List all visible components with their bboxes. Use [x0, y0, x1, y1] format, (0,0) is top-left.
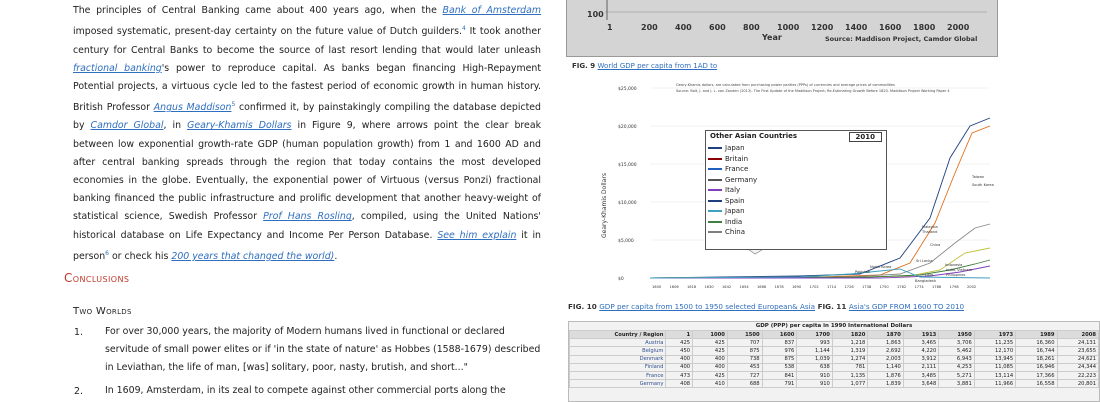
table-value-cell: 3,485 [903, 371, 938, 379]
table-value-cell: 1,144 [797, 347, 832, 355]
table-column-header[interactable]: 1000 [693, 331, 728, 339]
table-row [570, 339, 1099, 347]
chart-x-tick: 1726 [844, 285, 854, 289]
chart-x-tick: 1774 [914, 285, 924, 289]
chart-x-tick: 1690 [792, 285, 802, 289]
table-value-cell: 23,655 [1057, 347, 1098, 355]
chart-country-label: Pakistan [855, 270, 871, 274]
chart-x-tick: 1786 [932, 285, 942, 289]
paragraph-text: confirmed it, by painstakingly compiling the database depicted by [73, 102, 541, 132]
table-value-cell: 17,366 [1016, 371, 1057, 379]
list-item [105, 323, 541, 377]
table-value-cell: 841 [762, 371, 797, 379]
table-value-cell: 410 [693, 380, 728, 388]
chart-y-tick: $25,000 [618, 87, 637, 92]
table-value-cell: 538 [762, 363, 797, 371]
chart-ylabel: Geary-Khamis Dollars [601, 173, 608, 238]
table-value-cell: 1,319 [832, 347, 867, 355]
paragraph-text: it in person [73, 229, 541, 263]
chart-subtitle: Source: Bolt, J. and J. L. van Zanden (2013). The First Update of the Maddison Project; Re-Estimating Growth Before 1820. Maddison Project Working Paper 4 [676, 89, 950, 93]
table-value-cell: 791 [762, 380, 797, 388]
chart-country-label: China [930, 243, 941, 247]
legend-swatch [708, 189, 722, 191]
chart-y-tick: $0 [618, 277, 624, 282]
table-column-header[interactable]: 1820 [832, 331, 867, 339]
table-value-cell: 738 [727, 355, 762, 363]
table-column-header[interactable]: 1 [666, 331, 693, 339]
chart-x-tick: 1618 [687, 285, 697, 289]
document-right-column [560, 0, 1100, 400]
table-column-header[interactable]: 1500 [727, 331, 762, 339]
inline-link[interactable]: Prof Hans Rosling [263, 211, 352, 223]
table-value-cell: 993 [797, 339, 832, 347]
fig10-link[interactable]: GDP per capita from 1500 to 1950 selected European& Asia [599, 302, 816, 311]
table-column-header[interactable]: Country / Region [570, 331, 666, 339]
chart-country-label: Laos [925, 273, 934, 277]
paragraph-text: It took another century for Central Banks to become the source of last resort lending that would later unleash [73, 26, 541, 56]
chart-country-label: North Korea [870, 265, 892, 269]
table-column-header[interactable]: 1870 [868, 331, 903, 339]
legend-entry [706, 185, 886, 196]
table-country-cell: France [570, 371, 666, 379]
legend-label: Japan [725, 144, 745, 153]
table-value-cell: 408 [666, 380, 693, 388]
legend-swatch [708, 168, 722, 170]
table-value-cell: 4,253 [939, 363, 974, 371]
table-value-cell: 3,881 [939, 380, 974, 388]
table-country-cell: Belgium [570, 347, 666, 355]
table-column-header[interactable]: 2008 [1057, 331, 1098, 339]
table-value-cell: 24,131 [1057, 339, 1098, 347]
fig11-link[interactable]: Asia's GDP FROM 1600 TO 2010 [848, 302, 965, 311]
table-value-cell: 2,692 [868, 347, 903, 355]
footnote-ref[interactable]: 5 [231, 101, 236, 109]
chart-x-tick: 1714 [827, 285, 837, 289]
table-value-cell: 1,077 [832, 380, 867, 388]
chart-country-label: Malaysia [922, 225, 938, 229]
inline-link[interactable]: Modern humans [286, 326, 363, 337]
table-value-cell: 781 [832, 363, 867, 371]
paragraph-text: lived in functional or declared servitude of small power elites or if 'in the state of nature' as Hobbes (1588-1679) described in [105, 326, 541, 373]
paragraph-text: , compiled, using the United Nations' historical database on Life Expectancy and Income Per Person Database. [73, 211, 541, 241]
chart-y-tick: $5,000 [618, 239, 634, 244]
table-value-cell: 453 [727, 363, 762, 371]
table-country-cell: Denmark [570, 355, 666, 363]
table-value-cell: 400 [666, 363, 693, 371]
legend-swatch [708, 231, 722, 233]
chart-x-tick: 2002 [967, 285, 977, 289]
table-value-cell: 1,274 [832, 355, 867, 363]
legend-title: Other Asian Countries [710, 132, 798, 140]
inline-link[interactable]: Bank of Amsterdam [442, 5, 542, 16]
chart-x-tick: 1738 [862, 285, 872, 289]
legend-label: Italy [725, 186, 741, 195]
inline-link[interactable]: Angus Maddison [153, 102, 232, 114]
top-chart-x-tick: 600 [709, 23, 726, 32]
table-country-cell: Germany [570, 380, 666, 388]
chart-country-label: Indonesia [945, 263, 963, 267]
chart-x-tick: 1702 [809, 285, 819, 289]
fig9-prefix: FIG. 9 [572, 62, 598, 70]
paragraph-text: . [334, 251, 338, 263]
chart-country-label: Sri Lanka [916, 259, 933, 263]
top-chart-x-tick: 1 [607, 23, 613, 32]
chart-x-tick: 1600 [652, 285, 662, 289]
table-value-cell: 13,945 [974, 355, 1015, 363]
table-value-cell: 6,943 [939, 355, 974, 363]
chart-x-tick: 1630 [704, 285, 714, 289]
table-row [570, 355, 1099, 363]
table-value-cell: 400 [666, 355, 693, 363]
inline-link[interactable]: majority [232, 326, 272, 337]
table-value-cell: 11,966 [974, 380, 1015, 388]
chart-y-tick: $20,000 [618, 125, 637, 130]
table-header-row [570, 331, 1099, 339]
legend-label: Japan [725, 207, 745, 216]
top-chart-x-tick: 1600 [879, 23, 902, 32]
legend-label: Germany [725, 175, 758, 184]
table-value-cell: 400 [693, 363, 728, 371]
table-value-cell: 425 [693, 347, 728, 355]
legend-entry [706, 227, 886, 238]
table-row [570, 347, 1099, 355]
table-value-cell: 13,114 [974, 371, 1015, 379]
chart-y-tick: $10,000 [618, 201, 637, 206]
legend-entry [706, 143, 886, 154]
table-value-cell: 20,801 [1057, 380, 1098, 388]
table-value-cell: 837 [762, 339, 797, 347]
legend-entry [706, 154, 886, 165]
top-chart-xlabel: Year [762, 33, 782, 42]
table-value-cell: 688 [727, 380, 762, 388]
table-row [570, 380, 1099, 388]
top-growth-chart [566, 0, 998, 57]
chart-y-tick: $15,000 [618, 163, 637, 168]
footnote-ref[interactable]: 6 [105, 249, 109, 257]
top-chart-x-tick: 1400 [845, 23, 868, 32]
table-value-cell: 707 [727, 339, 762, 347]
legend-swatch [708, 158, 722, 160]
footnote-ref[interactable]: 4 [462, 25, 466, 33]
table-value-cell: 1,039 [797, 355, 832, 363]
fig10-prefix: FIG. 10 [568, 302, 600, 311]
gdp-table-title: GDP (PPP) per capita in 1990 International Dollars [755, 323, 913, 329]
body-paragraph [73, 2, 541, 266]
table-value-cell: 4,220 [903, 347, 938, 355]
legend-year: 2010 [849, 132, 882, 142]
chart-country-label: Taiwan [972, 175, 985, 179]
table-row [570, 363, 1099, 371]
table-value-cell: 425 [693, 371, 728, 379]
table-value-cell: 1,863 [868, 339, 903, 347]
paragraph-text: In 1609, Amsterdam, in its zeal to compete against other commercial ports along the [105, 385, 506, 396]
inline-link[interactable]: Geary-Khamis Dollars [187, 120, 292, 132]
table-column-header[interactable]: 1973 [974, 331, 1015, 339]
table-value-cell: 425 [666, 339, 693, 347]
chart-x-ticks [652, 285, 976, 289]
table-value-cell: 1,839 [868, 380, 903, 388]
table-value-cell: 22,223 [1057, 371, 1098, 379]
table-column-header[interactable]: 1600 [762, 331, 797, 339]
chart-x-tick: 1798 [949, 285, 959, 289]
paragraph-text: The principles of Central Banking came about 400 years ago, when the [73, 5, 443, 16]
chart-country-label: Philippines [946, 273, 966, 277]
chart-x-tick: 1678 [774, 285, 784, 289]
chart-title: Geary-Khamis dollars, are calculated from purchasing power parities (PPPs) of currencies and average prices of commodities [676, 83, 895, 87]
table-value-cell: 400 [693, 355, 728, 363]
top-chart-x-ticks [607, 23, 970, 32]
list-item-number: 1. [74, 327, 83, 338]
top-chart-x-tick: 800 [743, 23, 760, 32]
table-column-header[interactable]: 1989 [1016, 331, 1057, 339]
table-column-header[interactable]: 1913 [903, 331, 938, 339]
top-chart-svg [567, 0, 997, 56]
paragraph-text: imposed systematic, present-day certainty on the future value of Dutch guilders. [73, 26, 463, 38]
table-value-cell: 16,360 [1016, 339, 1057, 347]
fig9-link[interactable]: World GDP per capita from 1AD to [597, 62, 718, 70]
chart-country-label: India, Vietnam [946, 268, 973, 272]
chart-x-tick: 1666 [757, 285, 767, 289]
table-value-cell: 2,003 [868, 355, 903, 363]
fig10-11-caption [568, 302, 964, 311]
table-value-cell: 727 [727, 371, 762, 379]
table-value-cell: 5,462 [939, 347, 974, 355]
table-value-cell: 875 [762, 355, 797, 363]
top-chart-x-tick: 400 [675, 23, 692, 32]
legend-entry [706, 164, 886, 175]
table-value-cell: 910 [797, 380, 832, 388]
legend-swatch [708, 221, 722, 223]
table-value-cell: 16,946 [1016, 363, 1057, 371]
table-value-cell: 1,135 [832, 371, 867, 379]
chart-legend [705, 130, 887, 250]
top-chart-x-tick: 1800 [913, 23, 936, 32]
table-value-cell: 24,621 [1057, 355, 1098, 363]
list-item-number: 2. [74, 386, 83, 397]
inline-link[interactable]: Leviathan, [116, 362, 166, 373]
legend-swatch [708, 179, 722, 181]
legend-label: Spain [725, 196, 745, 205]
chart-x-tick: 1750 [879, 285, 889, 289]
legend-entry [706, 217, 886, 228]
fig9-caption [572, 62, 717, 70]
legend-header [706, 131, 886, 143]
legend-entry [706, 196, 886, 207]
top-chart-x-tick: 200 [641, 23, 658, 32]
table-value-cell: 11,235 [974, 339, 1015, 347]
table-column-header[interactable]: 1700 [797, 331, 832, 339]
legend-label: China [725, 228, 745, 237]
subsection-heading: Two Worlds [73, 306, 132, 317]
legend-swatch [708, 210, 722, 212]
gdp-table [569, 330, 1099, 388]
inline-link[interactable]: See him explain [437, 229, 517, 241]
paragraph-text: or check his [108, 251, 172, 263]
table-value-cell: 910 [797, 371, 832, 379]
paragraph-text: of [271, 326, 287, 337]
top-chart-x-tick: 1000 [777, 23, 800, 32]
chart-x-tick: 1762 [897, 285, 907, 289]
table-value-cell: 450 [666, 347, 693, 355]
section-heading: Conclusions [64, 271, 130, 285]
table-value-cell: 3,648 [903, 380, 938, 388]
legend-label: India [725, 217, 743, 226]
table-value-cell: 1,218 [832, 339, 867, 347]
top-chart-source: Source: Maddison Project, Camdor Global [825, 35, 978, 43]
table-value-cell: 1,876 [868, 371, 903, 379]
table-value-cell: 976 [762, 347, 797, 355]
table-value-cell: 5,271 [939, 371, 974, 379]
table-value-cell: 425 [693, 339, 728, 347]
table-value-cell: 24,344 [1057, 363, 1098, 371]
chart-country-label: South Korea [972, 183, 994, 187]
table-value-cell: 638 [797, 363, 832, 371]
chart-country-label: Bangladesh [915, 279, 937, 283]
paragraph-text: the life of man, [was] solitary, poor, nasty, brutish, and short..." [165, 362, 468, 373]
table-value-cell: 3,706 [939, 339, 974, 347]
top-chart-x-tick: 1200 [811, 23, 834, 32]
table-value-cell: 875 [727, 347, 762, 355]
top-chart-x-tick: 2000 [947, 23, 970, 32]
table-value-cell: 16,558 [1016, 380, 1057, 388]
table-country-cell: Austria [570, 339, 666, 347]
chart-x-tick: 1606 [669, 285, 679, 289]
table-value-cell: 16,744 [1016, 347, 1057, 355]
paragraph-text: , in [163, 120, 188, 132]
inline-link[interactable]: 200 years that changed the world) [171, 251, 335, 263]
table-value-cell: 12,170 [974, 347, 1015, 355]
table-value-cell: 11,085 [974, 363, 1015, 371]
table-row [570, 371, 1099, 379]
fig11-prefix: FIG. 11 [815, 302, 849, 311]
paragraph-text: For over 30,000 years, the [105, 326, 233, 337]
chart-x-tick: 1642 [722, 285, 732, 289]
table-country-cell: Finland [570, 363, 666, 371]
table-value-cell: 2,111 [903, 363, 938, 371]
china-line [650, 248, 990, 278]
list-item [105, 382, 541, 400]
table-value-cell: 3,465 [903, 339, 938, 347]
inline-link[interactable]: Camdor Global [90, 120, 164, 132]
legend-entry [706, 175, 886, 186]
legend-swatch [708, 147, 722, 149]
legend-label: France [725, 165, 749, 174]
table-value-cell: 3,912 [903, 355, 938, 363]
legend-label: Britain [725, 154, 749, 163]
paragraph-text: 's power to reproduce capital. As banks began financing High-Repayment Potential projects, a virtuous cycle led to the fastest period of economic growth in human history. British Professor [73, 62, 541, 114]
chart-x-tick: 1654 [739, 285, 749, 289]
chart-country-label: Thailand [922, 230, 938, 234]
inline-link[interactable]: fractional banking [73, 62, 162, 74]
table-value-cell: 18,261 [1016, 355, 1057, 363]
top-chart-y-tick: 100 [587, 10, 604, 19]
paragraph-text: in Figure 9, where arrows point the clear break between low exponential growth-rate GDP (human population growth) from 1 and 1600 AD and after central banking spreads through the region that today contains the most developed economies in the globe. Eventually, the exponential power of Virtuous (versus Ponzi) fractional banking financed the public infrastructure and prolific development that another heavy-weight of statistical science, Swedish Professor [73, 120, 541, 223]
legend-entry [706, 206, 886, 217]
gdp-table-container [568, 321, 1100, 402]
table-value-cell: 1,140 [868, 363, 903, 371]
legend-swatch [708, 200, 722, 202]
table-column-header[interactable]: 1950 [939, 331, 974, 339]
table-value-cell: 473 [666, 371, 693, 379]
